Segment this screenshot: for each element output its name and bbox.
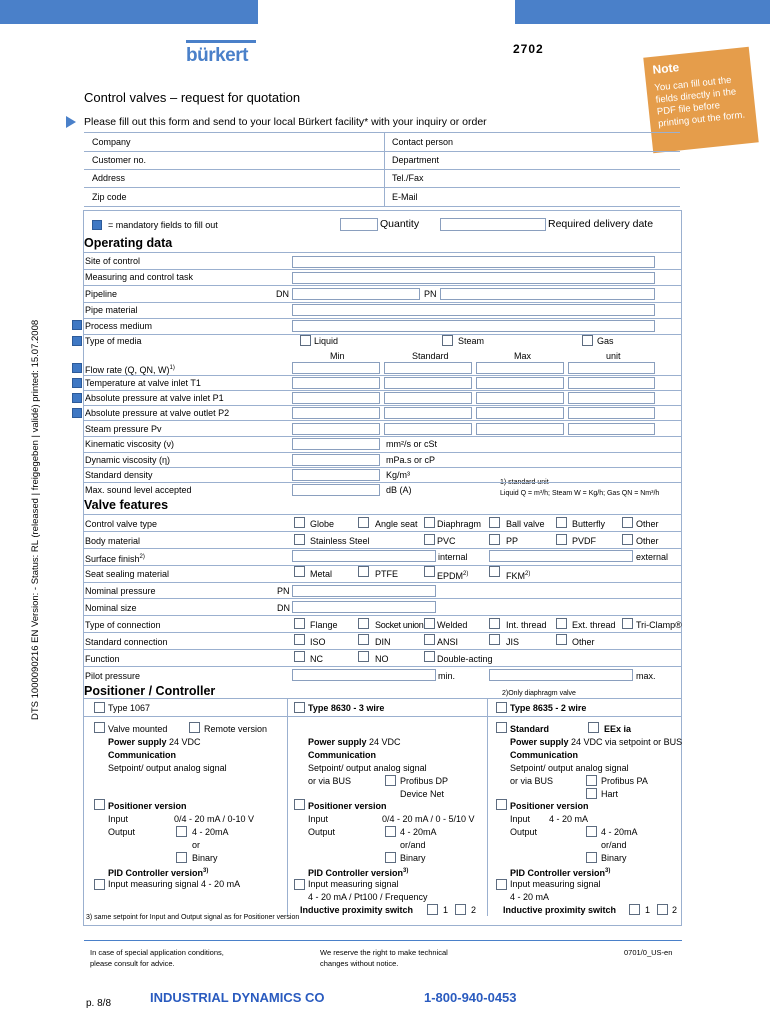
ball-valve-label: Ball valve xyxy=(506,519,545,529)
c3-binary-label: Binary xyxy=(601,853,627,863)
zip-field[interactable]: Zip code xyxy=(92,192,127,202)
site-of-control-input[interactable] xyxy=(292,256,655,268)
ext-thread-label: Ext. thread xyxy=(572,620,616,630)
c3-ind-1-checkbox[interactable] xyxy=(629,904,640,915)
note-text: You can fill out the fields directly in the PDF file before printing out the form. xyxy=(653,74,746,130)
diaphragm-label: Diaphragm xyxy=(437,519,482,529)
ptfe-checkbox[interactable] xyxy=(358,566,369,577)
type1067-label: Type 1067 xyxy=(108,703,151,713)
c1-power-supply: Power supply 24 VDC xyxy=(108,737,201,747)
pipeline-label: Pipeline xyxy=(85,289,118,299)
function-label: Function xyxy=(85,654,120,664)
contact-grid xyxy=(84,132,680,206)
c2-ind-2-label: 2 xyxy=(471,905,477,915)
doc-number: 2702 xyxy=(513,42,544,56)
type-other-label: Other xyxy=(636,519,659,529)
valve-mounted-label: Valve mounted xyxy=(108,724,168,734)
c2-pid-label: PID Controller version$^{3)}$ xyxy=(308,868,409,878)
quantity-label: Quantity xyxy=(380,218,420,230)
eex-checkbox[interactable] xyxy=(588,722,599,733)
c2-out-420-label: 4 - 20mA xyxy=(400,827,437,837)
butterfly-label: Butterfly xyxy=(572,519,606,529)
c2-orand-label: or/and xyxy=(400,840,426,850)
steam-checkbox[interactable] xyxy=(442,335,453,346)
c3-pid-input: Input measuring signal xyxy=(510,879,601,889)
positioner-heading: Positioner / Controller xyxy=(84,684,216,698)
c2-signal: Setpoint/ output analog signal xyxy=(308,763,427,773)
hart-label: Hart xyxy=(601,789,619,799)
c1-signal: Setpoint/ output analog signal xyxy=(108,763,227,773)
email-field[interactable]: E-Mail xyxy=(392,192,418,202)
p2-min-input[interactable] xyxy=(292,407,380,419)
surface-internal-input[interactable] xyxy=(292,550,436,562)
ptfe-label: PTFE xyxy=(375,569,399,579)
nominal-size-dn: DN xyxy=(277,603,290,613)
company-field[interactable]: Company xyxy=(92,137,131,147)
c1-pid-label: PID Controller version$^{3)}$ xyxy=(108,868,209,878)
no-checkbox[interactable] xyxy=(358,651,369,662)
welded-label: Welded xyxy=(437,620,468,630)
pp-label: PP xyxy=(506,536,519,546)
flow-max-input[interactable] xyxy=(476,362,564,374)
socket-label: Socket union xyxy=(375,620,424,630)
liquid-checkbox[interactable] xyxy=(300,335,311,346)
eex-label: EEx ia xyxy=(604,724,632,734)
process-medium-input[interactable] xyxy=(292,320,655,332)
nominal-size-input[interactable] xyxy=(292,601,436,613)
mandatory-legend: = mandatory fields to fill out xyxy=(108,220,218,230)
globe-label: Globe xyxy=(310,519,335,529)
c3-pid-checkbox[interactable] xyxy=(496,879,507,890)
double-acting-label: Double-acting xyxy=(437,654,493,664)
valve-features-heading: Valve features xyxy=(84,498,169,512)
surface-finish-label: Surface finish$^{2)}$ xyxy=(85,554,145,564)
int-thread-checkbox[interactable] xyxy=(489,618,500,629)
c3-bus-label: or via BUS xyxy=(510,776,554,786)
instruction-text: Please fill out this form and send to your local Bürkert facility* with your inquiry or order xyxy=(84,116,487,128)
c2-communication: Communication xyxy=(308,750,377,760)
c3-orand-label: or/and xyxy=(601,840,627,850)
c1-binary-checkbox[interactable] xyxy=(176,852,187,863)
density-unit: Kg/m³ xyxy=(386,470,411,480)
sound-unit: dB (A) xyxy=(386,485,412,495)
instruction-arrow-icon xyxy=(66,116,76,128)
nominal-pressure-pn: PN xyxy=(277,586,290,596)
liquid-label: Liquid xyxy=(314,336,339,346)
brand-logo xyxy=(186,40,256,67)
temp-label: Temperature at valve inlet T1 xyxy=(85,378,201,388)
int-thread-label: Int. thread xyxy=(506,620,547,630)
temp-unit-input[interactable] xyxy=(568,377,655,389)
col-unit: unit xyxy=(606,351,621,361)
c3-ind-2-label: 2 xyxy=(672,905,678,915)
footer-divider xyxy=(84,940,682,941)
p1-mandatory-icon xyxy=(72,393,82,403)
profibus-dp-checkbox[interactable] xyxy=(385,775,396,786)
delivery-date-input[interactable] xyxy=(440,218,546,231)
pvdf-checkbox[interactable] xyxy=(556,534,567,545)
socket-checkbox[interactable] xyxy=(358,618,369,629)
fkm-checkbox[interactable] xyxy=(489,566,500,577)
triclamp-label: Tri-Clamp® xyxy=(636,620,682,630)
c2-ind-1-label: 1 xyxy=(443,905,449,915)
footer-reserve2: changes without notice. xyxy=(320,959,399,968)
body-material-label: Body material xyxy=(85,536,141,546)
c3-input-label: Input xyxy=(510,814,531,824)
metal-checkbox[interactable] xyxy=(294,566,305,577)
c2-positioner-checkbox[interactable] xyxy=(294,799,305,810)
iso-label: ISO xyxy=(310,637,326,647)
p1-std-input[interactable] xyxy=(384,392,472,404)
task-input[interactable] xyxy=(292,272,655,284)
connection-type-label: Type of connection xyxy=(85,620,161,630)
c3-signal: Setpoint/ output analog signal xyxy=(510,763,629,773)
p1-min-input[interactable] xyxy=(292,392,380,404)
pipe-material-label: Pipe material xyxy=(85,305,138,315)
type-media-mandatory-icon xyxy=(72,336,82,346)
steam-pressure-input[interactable] xyxy=(292,423,380,435)
pilot-pressure-label: Pilot pressure xyxy=(85,671,141,681)
fkm-label: FKM$^{2)}$ xyxy=(506,571,531,581)
devicenet-label: Device Net xyxy=(400,789,445,799)
pilot-max-input[interactable] xyxy=(489,669,633,681)
temp-max-input[interactable] xyxy=(476,377,564,389)
operating-data-heading: Operating data xyxy=(84,236,173,250)
flow-label: Flow rate (Q, QN, W)$^{1)}$ xyxy=(85,365,175,375)
c3-input-value: 4 - 20 mA xyxy=(549,814,589,824)
valve-mounted-checkbox[interactable] xyxy=(94,722,105,733)
conn-other-label: Other xyxy=(572,637,595,647)
c2-bus-label: or via BUS xyxy=(308,776,352,786)
c2-input-value: 0/4 - 20 mA / 0 - 5/10 V xyxy=(382,814,475,824)
p2-unit-input[interactable] xyxy=(568,407,655,419)
metal-label: Metal xyxy=(310,569,333,579)
stainless-checkbox[interactable] xyxy=(294,534,305,545)
remote-version-label: Remote version xyxy=(204,724,268,734)
c2-positioner-label: Positioner version xyxy=(308,801,387,811)
footer-special2: please consult for advice. xyxy=(90,959,175,968)
pilot-min-input[interactable] xyxy=(292,669,436,681)
p1-max-input[interactable] xyxy=(476,392,564,404)
din-checkbox[interactable] xyxy=(358,634,369,645)
c3-positioner-checkbox[interactable] xyxy=(496,799,507,810)
iso-checkbox[interactable] xyxy=(294,634,305,645)
p2-mandatory-icon xyxy=(72,408,82,418)
c2-binary-checkbox[interactable] xyxy=(385,852,396,863)
valve-type-label: Control valve type xyxy=(85,519,158,529)
top-tab-left xyxy=(0,0,258,24)
conn-other-checkbox[interactable] xyxy=(556,634,567,645)
angle-seat-label: Angle seat xyxy=(375,519,418,529)
flow-std-input[interactable] xyxy=(384,362,472,374)
p2-label: Absolute pressure at valve outlet P2 xyxy=(85,408,230,418)
nominal-size-label: Nominal size xyxy=(85,603,137,613)
pipeline-dn-label: DN xyxy=(276,289,289,299)
task-label: Measuring and control task xyxy=(85,272,194,282)
c3-out-420-label: 4 - 20mA xyxy=(601,827,638,837)
epdm-checkbox[interactable] xyxy=(424,566,435,577)
footer-reserve: We reserve the right to make technical xyxy=(320,948,448,957)
pvc-label: PVC xyxy=(437,536,456,546)
jis-label: JIS xyxy=(506,637,520,647)
c3-output-label: Output xyxy=(510,827,538,837)
process-medium-label: Process medium xyxy=(85,321,153,331)
kinematic-unit: mm²/s or cSt xyxy=(386,439,437,449)
p2-std-input[interactable] xyxy=(384,407,472,419)
address-field[interactable]: Address xyxy=(92,173,126,183)
flow-min-input[interactable] xyxy=(292,362,380,374)
c1-input-label: Input xyxy=(108,814,129,824)
profibus-pa-checkbox[interactable] xyxy=(586,775,597,786)
pilot-max-label: max. xyxy=(636,671,656,681)
pipeline-pn-label: PN xyxy=(424,289,437,299)
din-label: DIN xyxy=(375,637,391,647)
temp-mandatory-icon xyxy=(72,378,82,388)
p1-unit-input[interactable] xyxy=(568,392,655,404)
c3-inductive-label: Inductive proximity switch xyxy=(503,905,617,915)
surface-external-input[interactable] xyxy=(489,550,633,562)
butterfly-checkbox[interactable] xyxy=(556,517,567,528)
department-field[interactable]: Department xyxy=(392,155,440,165)
type-other-checkbox[interactable] xyxy=(622,517,633,528)
c3-pid-input2: 4 - 20 mA xyxy=(510,892,550,902)
c2-pid-input2: 4 - 20 mA / Pt100 / Frequency xyxy=(308,892,428,902)
steam-label: Steam xyxy=(458,336,485,346)
flow-mandatory-icon xyxy=(72,363,82,373)
c1-positioner-checkbox[interactable] xyxy=(94,799,105,810)
double-acting-checkbox[interactable] xyxy=(424,651,435,662)
brand-name: bürkert xyxy=(186,45,248,66)
kinematic-input[interactable] xyxy=(292,438,380,450)
c3-communication: Communication xyxy=(510,750,579,760)
surface-external-label: external xyxy=(636,552,669,562)
c2-inductive-label: Inductive proximity switch xyxy=(300,905,414,915)
dynamic-unit: mPa.s or cP xyxy=(386,455,436,465)
ball-valve-checkbox[interactable] xyxy=(489,517,500,528)
pvc-checkbox[interactable] xyxy=(424,534,435,545)
remote-version-checkbox[interactable] xyxy=(189,722,200,733)
page-title: Control valves – request for quotation xyxy=(84,90,301,105)
side-status-text: DTS 1000090216 EN Version: - Status: RL (released | freigegeben | validé) printed: 15.07.2008 xyxy=(30,319,41,720)
c2-binary-label: Binary xyxy=(400,853,426,863)
triclamp-checkbox[interactable] xyxy=(622,618,633,629)
c1-communication: Communication xyxy=(108,750,177,760)
density-label: Standard density xyxy=(85,470,153,480)
col-standard: Standard xyxy=(412,351,449,361)
note-title: Note xyxy=(651,60,680,77)
tel-fax-field[interactable]: Tel./Fax xyxy=(392,173,424,183)
pilot-min-label: min. xyxy=(438,671,456,681)
c3-ind-2-checkbox[interactable] xyxy=(657,904,668,915)
jis-checkbox[interactable] xyxy=(489,634,500,645)
c3-pid-label: PID Controller version$^{3)}$ xyxy=(510,868,611,878)
flange-checkbox[interactable] xyxy=(294,618,305,629)
temp-min-input[interactable] xyxy=(292,377,380,389)
c1-pid-checkbox[interactable] xyxy=(94,879,105,890)
standard-checkbox[interactable] xyxy=(496,722,507,733)
type1067-checkbox[interactable] xyxy=(94,702,105,713)
c1-input-value: 0/4 - 20 mA / 0-10 V xyxy=(174,814,255,824)
contact-person-field[interactable]: Contact person xyxy=(392,137,454,147)
globe-checkbox[interactable] xyxy=(294,517,305,528)
standard-label: Standard xyxy=(510,724,550,734)
steam-pressure-max-input[interactable] xyxy=(476,423,564,435)
c1-pid-input: Input measuring signal 4 - 20 mA xyxy=(108,879,241,889)
pp-checkbox[interactable] xyxy=(489,534,500,545)
nc-checkbox[interactable] xyxy=(294,651,305,662)
nominal-pressure-label: Nominal pressure xyxy=(85,586,156,596)
std-connection-label: Standard connection xyxy=(85,637,168,647)
c3-out-420-checkbox[interactable] xyxy=(586,826,597,837)
col-max: Max xyxy=(514,351,532,361)
c1-out-420-checkbox[interactable] xyxy=(176,826,187,837)
c2-ind-1-checkbox[interactable] xyxy=(427,904,438,915)
type8630-label: Type 8630 - 3 wire xyxy=(308,703,385,713)
steam-pressure-unit-input[interactable] xyxy=(568,423,655,435)
c2-input-label: Input xyxy=(308,814,329,824)
site-of-control-label: Site of control xyxy=(85,256,141,266)
steam-pressure-std-input[interactable] xyxy=(384,423,472,435)
stainless-label: Stainless Steel xyxy=(310,536,370,546)
temp-std-input[interactable] xyxy=(384,377,472,389)
dynamic-label: Dynamic viscosity (η) xyxy=(85,455,171,465)
delivery-date-label: Required delivery date xyxy=(548,218,654,230)
ansi-checkbox[interactable] xyxy=(424,634,435,645)
company-name: INDUSTRIAL DYNAMICS CO xyxy=(150,990,325,1005)
hart-checkbox[interactable] xyxy=(586,788,597,799)
surface-internal-label: internal xyxy=(438,552,468,562)
c1-binary-label: Binary xyxy=(192,853,218,863)
profibus-dp-label: Profibus DP xyxy=(400,776,449,786)
c3-positioner-label: Positioner version xyxy=(510,801,589,811)
type-media-label: Type of media xyxy=(85,336,142,346)
page-number: p. 8/8 xyxy=(86,998,112,1009)
c2-ind-2-checkbox[interactable] xyxy=(455,904,466,915)
epdm-label: EPDM$^{2)}$ xyxy=(437,571,469,581)
c1-or-label: or xyxy=(192,840,201,850)
angle-seat-checkbox[interactable] xyxy=(358,517,369,528)
type8635-label: Type 8635 - 2 wire xyxy=(510,703,587,713)
pvdf-label: PVDF xyxy=(572,536,597,546)
sound-label: Max. sound level accepted xyxy=(85,485,192,495)
ext-thread-checkbox[interactable] xyxy=(556,618,567,629)
body-other-checkbox[interactable] xyxy=(622,534,633,545)
gas-label: Gas xyxy=(597,336,614,346)
c3-binary-checkbox[interactable] xyxy=(586,852,597,863)
diaphragm-checkbox[interactable] xyxy=(424,517,435,528)
nominal-pressure-input[interactable] xyxy=(292,585,436,597)
top-tab-right xyxy=(515,0,770,24)
footer-special: In case of special application conditions, xyxy=(90,948,224,957)
c3-power-supply: Power supply 24 VDC via setpoint or BUS xyxy=(510,737,683,747)
steam-pressure-label: Steam pressure Pv xyxy=(85,424,162,434)
c2-out-420-checkbox[interactable] xyxy=(385,826,396,837)
quantity-input[interactable] xyxy=(340,218,378,231)
flow-unit-input[interactable] xyxy=(568,362,655,374)
density-input[interactable] xyxy=(292,469,380,481)
welded-checkbox[interactable] xyxy=(424,618,435,629)
c1-output-label: Output xyxy=(108,827,136,837)
sound-input[interactable] xyxy=(292,484,380,496)
profibus-pa-label: Profibus PA xyxy=(601,776,648,786)
c3-ind-1-label: 1 xyxy=(645,905,651,915)
body-other-label: Other xyxy=(636,536,659,546)
footnote-3: 3) same setpoint for Input and Output signal as for Positioner version xyxy=(86,914,300,921)
ansi-label: ANSI xyxy=(437,637,459,647)
c2-output-label: Output xyxy=(308,827,336,837)
p2-max-input[interactable] xyxy=(476,407,564,419)
nc-label: NC xyxy=(310,654,323,664)
type8635-checkbox[interactable] xyxy=(496,702,507,713)
process-medium-mandatory-icon xyxy=(72,320,82,330)
seat-sealing-label: Seat sealing material xyxy=(85,569,170,579)
c1-out-420-label: 4 - 20mA xyxy=(192,827,229,837)
c2-power-supply: Power supply 24 VDC xyxy=(308,737,401,747)
dynamic-input[interactable] xyxy=(292,454,380,466)
c2-pid-checkbox[interactable] xyxy=(294,879,305,890)
gas-checkbox[interactable] xyxy=(582,335,593,346)
pipeline-pn-input[interactable] xyxy=(440,288,655,300)
c1-positioner-label: Positioner version xyxy=(108,801,187,811)
p1-label: Absolute pressure at valve inlet P1 xyxy=(85,393,224,403)
c2-pid-input: Input measuring signal xyxy=(308,879,399,889)
kinematic-label: Kinematic viscosity (ν) xyxy=(85,439,175,449)
flange-label: Flange xyxy=(310,620,338,630)
pipeline-dn-input[interactable] xyxy=(292,288,420,300)
pipe-material-input[interactable] xyxy=(292,304,655,316)
type8630-checkbox[interactable] xyxy=(294,702,305,713)
footer-code: 0701/0_US-en xyxy=(624,948,673,957)
footnote-2: 2)Only diaphragm valve xyxy=(502,690,576,697)
customer-no-field[interactable]: Customer no. xyxy=(92,155,147,165)
mandatory-legend-icon xyxy=(92,220,102,230)
col-min: Min xyxy=(330,351,345,361)
no-label: NO xyxy=(375,654,389,664)
footnote-1b: Liquid Q = m³/h; Steam W = Kg/h; Gas QN = Nm³/h xyxy=(500,490,660,497)
phone-number: 1-800-940-0453 xyxy=(424,990,517,1005)
